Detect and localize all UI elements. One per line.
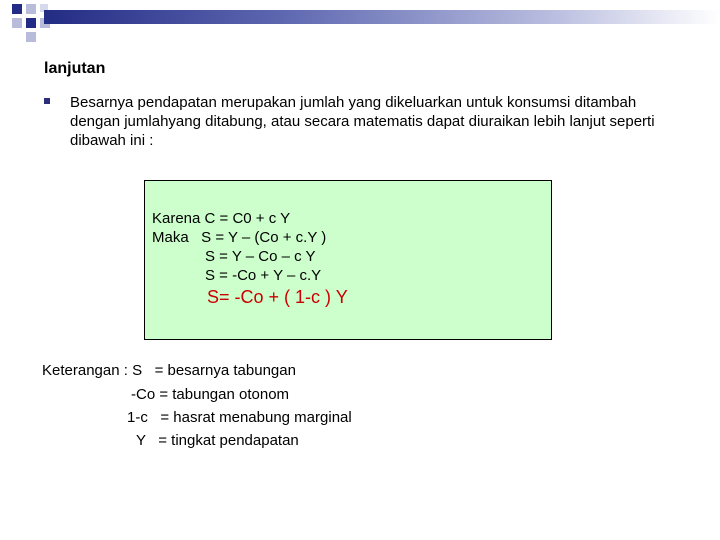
deco-square — [26, 18, 36, 28]
keterangan-line: -Co = tabungan otonom — [131, 386, 290, 403]
formula-box — [144, 180, 552, 340]
keterangan-line: Keterangan : S = besarnya tabungan — [42, 362, 296, 379]
header-gradient-bar — [44, 10, 720, 24]
formula-line: Karena C = C0 + c Y — [152, 210, 291, 227]
keterangan-line: Y = tingkat pendapatan — [136, 432, 299, 449]
deco-square — [12, 4, 22, 14]
header-decoration — [0, 0, 720, 44]
bullet-square-icon — [44, 98, 50, 104]
formula-result: S= -Co + ( 1-c ) Y — [207, 287, 348, 307]
keterangan-line: 1-c = hasrat menabung marginal — [127, 409, 352, 426]
slide-title: lanjutan — [44, 60, 106, 77]
deco-square — [26, 4, 36, 14]
formula-line: S = -Co + Y – c.Y — [205, 267, 322, 284]
deco-square — [26, 32, 36, 42]
formula-line: S = Y – Co – c Y — [205, 248, 316, 265]
bullet-text: Besarnya pendapatan merupakan jumlah yang dikeluarkan untuk konsumsi ditambah dengan jumlahyang ditabung, atau secara matematis dapat diuraikan lebih lanjut seperti dibawah ini : — [70, 94, 655, 149]
formula-line: Maka S = Y – (Co + c.Y ) — [152, 229, 327, 246]
deco-square — [12, 18, 22, 28]
